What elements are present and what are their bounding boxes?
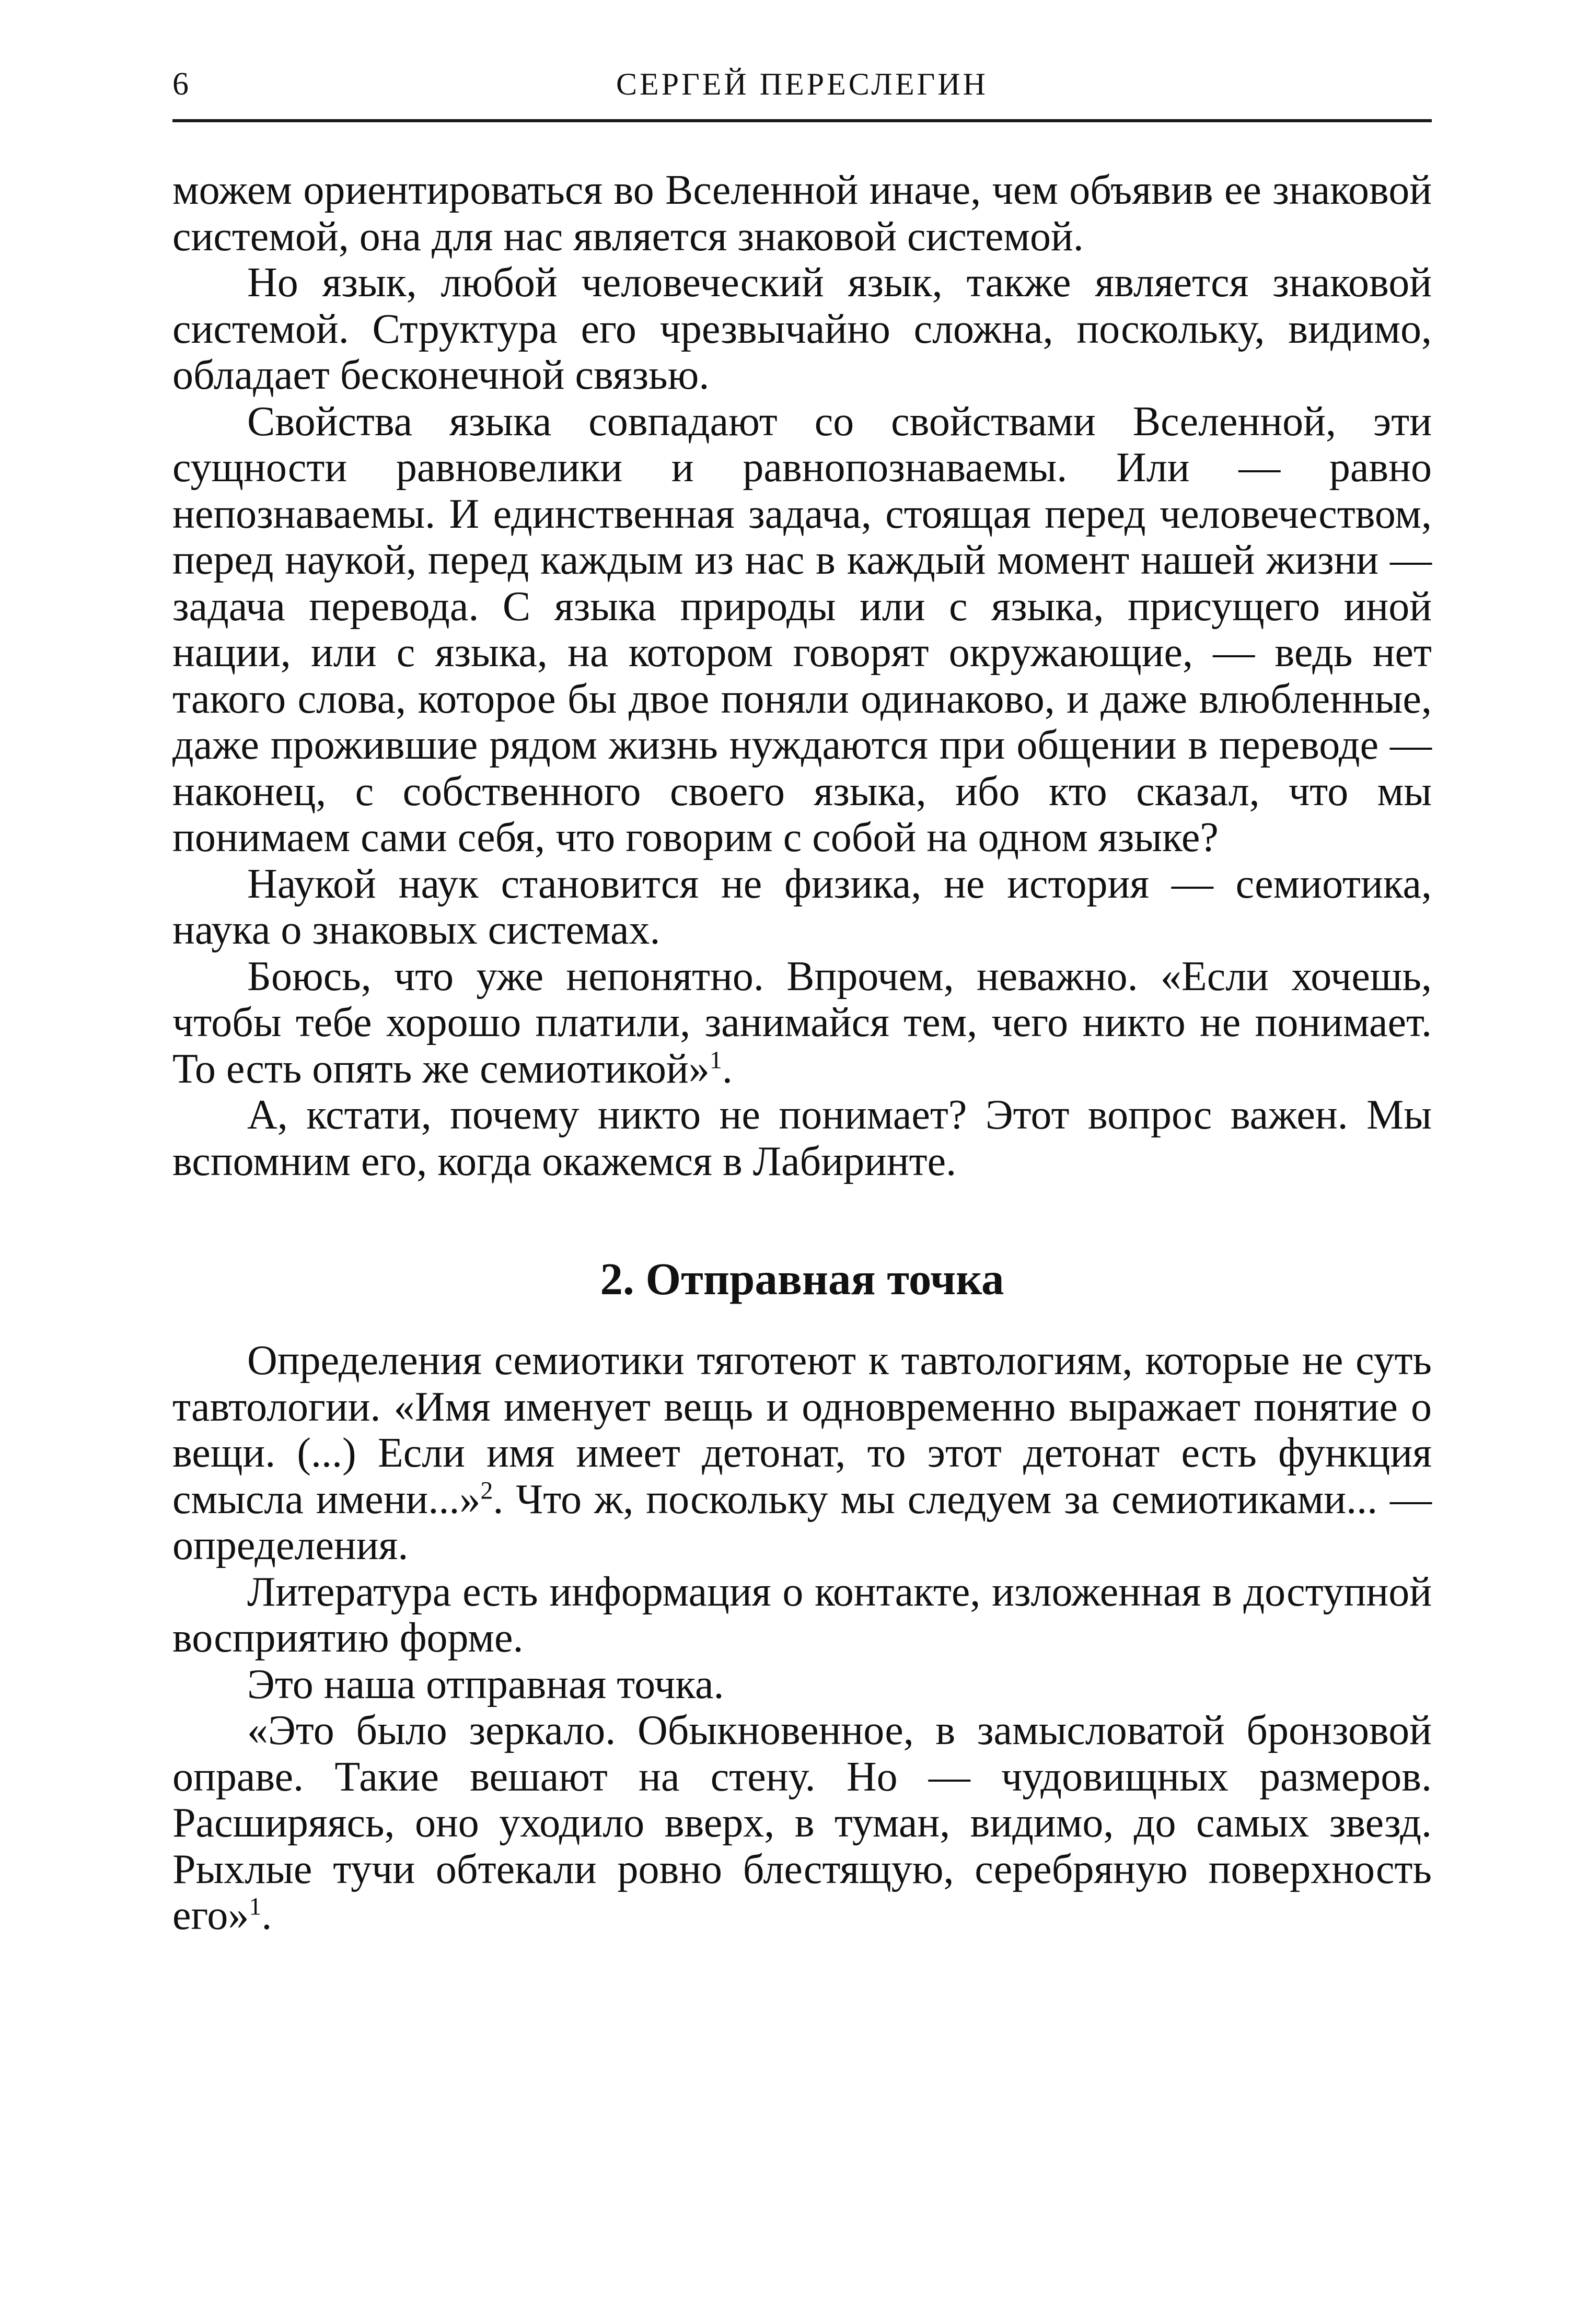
paragraph-text: Свойства языка совпадают со свойствами Вселенной, эти сущности равновелики и равнопознаваемы. Или — равно непознаваемы. И единственная задача, стоящая перед человечеством, перед наукой, перед каждым из нас в каждый момент нашей жизни — задача перевода. С языка природы или с языка, присущего иной нации, или с языка, на котором говорят окружающие, — ведь нет такого слова, которое бы двое поняли одинаково, и даже влюбленные, даже прожившие рядом жизнь нуждаются при общении в переводе — наконец, с собственного своего языка, ибо кто сказал, что мы понимаем сами себя, что говорим с собой на одном языке? [172,398,1432,861]
paragraph [172,1707,1432,1939]
paragraph [172,399,1432,861]
paragraph [172,167,1432,260]
paragraph-text: можем ориентироваться во Вселенной иначе, чем объявив ее знаковой системой, она для нас является знаковой системой. [172,167,1432,260]
paragraph-tail: . Что ж, поскольку мы следуем за семиотиками... — определения. [172,1476,1432,1568]
paragraph [172,260,1432,399]
paragraph-tail: . [261,1892,272,1938]
paragraph-text: «Это было зеркало. Обыкновенное, в замысловатой бронзовой оправе. Такие вешают на стену. Но — чудовищных размеров. Расширяясь, оно уходило вверх, в туман, видимо, до самых звезд. Рыхлые тучи обтекали ровно блестящую, серебряную поверхность его» [172,1707,1432,1938]
paragraph-text: Наукой наук становится не физика, не история — семиотика, наука о знаковых системах. [172,861,1432,953]
paragraph-text: Но язык, любой человеческий язык, также является знаковой системой. Структура его чрезвычайно сложна, поскольку, видимо, обладает бесконечной связью. [172,260,1432,398]
footnote-marker: 1 [249,1892,262,1921]
paragraph [172,1661,1432,1708]
paragraph-text: А, кстати, почему никто не понимает? Этот вопрос важен. Мы вспомним его, когда окажемся в Лабиринте. [172,1092,1432,1184]
paragraph-text: Литература есть информация о контакте, изложенная в доступной восприятию форме. [172,1568,1432,1661]
footnote-marker: 2 [480,1476,493,1504]
page-body [172,167,1432,1939]
paragraph-text: Это наша отправная точка. [247,1661,724,1707]
paragraph [172,954,1432,1093]
paragraph [172,1092,1432,1184]
running-title: СЕРГЕЙ ПЕРЕСЛЕГИН [616,67,988,101]
paragraph [172,1338,1432,1569]
section-heading: 2. Отправная точка [600,1253,1004,1304]
paragraph-text: Определения семиотики тяготеют к тавтологиям, которые не суть тавтологии. «Имя именует вещь и одновременно выражает понятие о вещи. (...) Если имя имеет детонат, то этот детонат есть функция смысла имени...» [172,1338,1432,1523]
paragraph [172,1569,1432,1661]
paragraph [172,861,1432,954]
paragraph-text: Боюсь, что уже непонятно. Впрочем, неважно. «Если хочешь, чтобы тебе хорошо платили, занимайся тем, чего никто не понимает. То есть опять же семиотикой» [172,953,1432,1092]
page-number: 6 [172,66,189,102]
paragraph-tail: . [722,1045,733,1092]
footnote-marker: 1 [709,1045,722,1074]
running-head [172,56,1432,122]
